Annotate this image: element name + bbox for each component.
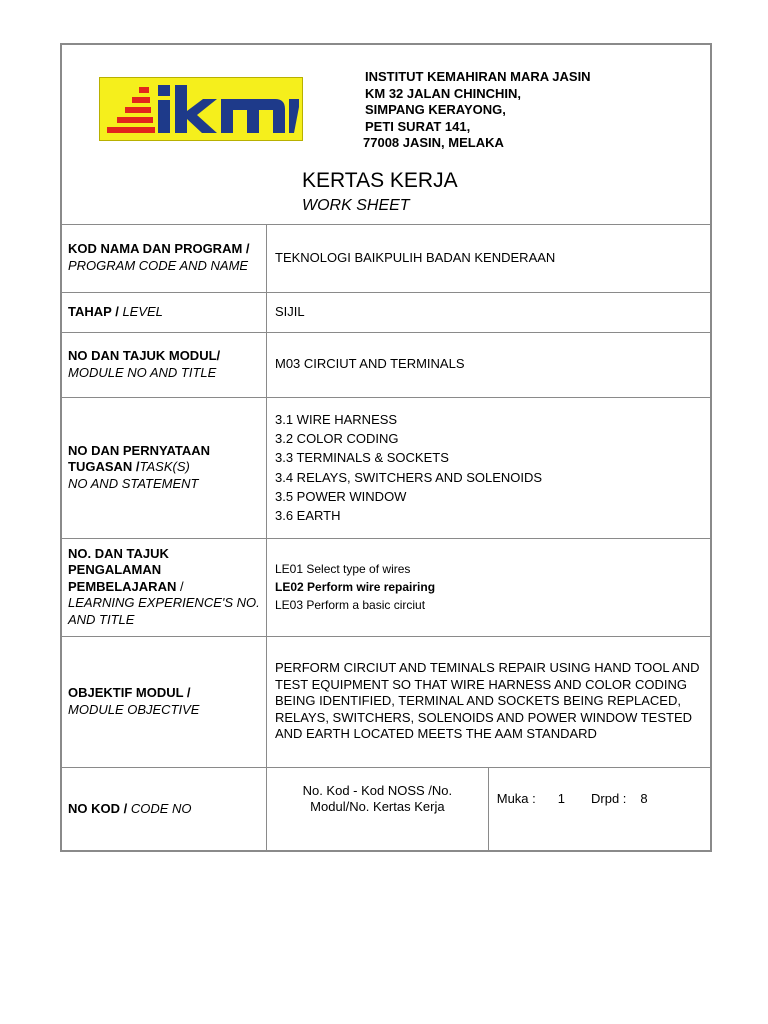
address-line: INSTITUT KEMAHIRAN MARA JASIN	[365, 69, 591, 84]
objective-label	[62, 636, 267, 767]
muka-label: Muka :	[496, 790, 536, 806]
learning-label-italic: LEARNING EXPERIENCE'S NO. AND TITLE	[68, 595, 260, 627]
learning-item: LE01 Select type of wires	[275, 562, 411, 576]
learning-label-slash: /	[176, 578, 184, 594]
task-item: 3.4 RELAYS, SWITCHERS AND SOLENOIDS	[275, 469, 543, 485]
program-label-italic: PROGRAM CODE AND NAME	[68, 257, 249, 273]
document-title: KERTAS KERJA	[302, 169, 458, 192]
task-item: 3.3 TERMINALS & SOCKETS	[275, 450, 449, 466]
learning-item: LE02 Perform wire repairing	[275, 580, 436, 594]
module-label	[62, 332, 267, 397]
tasks-label	[62, 397, 267, 538]
task-item: 3.1 WIRE HARNESS	[275, 411, 398, 427]
worksheet-info-table	[62, 224, 710, 851]
level-label-bold: TAHAP /	[68, 303, 119, 319]
code-label-italic: CODE NO	[130, 801, 192, 816]
learning-list	[267, 538, 711, 636]
program-label-bold: KOD NAMA DAN PROGRAM /	[68, 241, 250, 257]
table-row-program	[62, 224, 710, 292]
task-item: 3.2 COLOR CODING	[275, 430, 399, 446]
objective-label-italic: MODULE OBJECTIVE	[68, 701, 200, 717]
code-label	[62, 767, 267, 851]
drpd-label: Drpd :	[591, 790, 627, 806]
code-reference-line: Modul/No. Kertas Kerja	[310, 799, 445, 814]
table-row-learning	[62, 538, 710, 636]
ikm-logo	[99, 77, 303, 141]
table-row-code	[62, 767, 710, 851]
table-row-objective	[62, 636, 710, 767]
sheet-header	[62, 45, 710, 225]
address-line: PETI SURAT 141,	[365, 118, 471, 134]
program-label	[62, 224, 267, 292]
task-item: 3.5 POWER WINDOW	[275, 488, 407, 504]
code-label-bold: NO KOD /	[68, 801, 128, 816]
level-label	[62, 292, 267, 332]
code-reference	[267, 767, 489, 851]
program-value: TEKNOLOGI BAIKPULIH BADAN KENDERAAN	[267, 224, 711, 292]
level-label-italic: LEVEL	[122, 303, 163, 319]
tasks-list	[267, 397, 711, 538]
tasks-label-italic-inline: TASK(S)	[139, 459, 190, 475]
table-row-level	[62, 292, 710, 332]
learning-label-bold: NO. DAN TAJUK PENGALAMAN PEMBELAJARAN	[68, 545, 177, 594]
table-row-module	[62, 332, 710, 397]
learning-item: LE03 Perform a basic circiut	[275, 598, 426, 612]
learning-label	[62, 538, 267, 636]
level-value: SIJIL	[267, 292, 711, 332]
module-label-bold: NO DAN TAJUK MODUL/	[68, 348, 221, 363]
tasks-label-italic: NO AND STATEMENT	[68, 475, 199, 491]
work-sheet	[60, 43, 712, 852]
institute-address	[365, 69, 591, 152]
table-row-tasks	[62, 397, 710, 538]
objective-label-bold: OBJEKTIF MODUL /	[68, 685, 191, 700]
address-line: SIMPANG KERAYONG,	[365, 102, 506, 117]
address-line: KM 32 JALAN CHINCHIN,	[365, 85, 522, 101]
muka-value: 1	[557, 790, 565, 806]
objective-value: PERFORM CIRCIUT AND TEMINALS REPAIR USING HAND TOOL AND TEST EQUIPMENT SO THAT WIRE HARNESS AND COLOR CODING BEING IDENTIFIED, TERMINAL AND SOCKETS BEING REPLACED, RELAYS, SWITCHERS, SOLENOIDS AND POWER WINDOW TESTED AND EARTH LOCATED MEETS THE AAM STANDARD	[267, 636, 711, 767]
module-label-italic: MODULE NO AND TITLE	[68, 364, 217, 380]
tasks-label-bold: NO DAN PERNYATAAN TUGASAN /	[68, 442, 211, 475]
code-reference-line: No. Kod - Kod NOSS /No.	[302, 782, 453, 798]
task-item: 3.6 EARTH	[275, 508, 341, 524]
page-count	[488, 767, 710, 851]
document-subtitle: WORK SHEET	[302, 197, 410, 214]
address-line: 77008 JASIN, MELAKA	[363, 135, 504, 150]
module-value: M03 CIRCIUT AND TERMINALS	[267, 332, 711, 397]
drpd-value: 8	[640, 790, 648, 806]
